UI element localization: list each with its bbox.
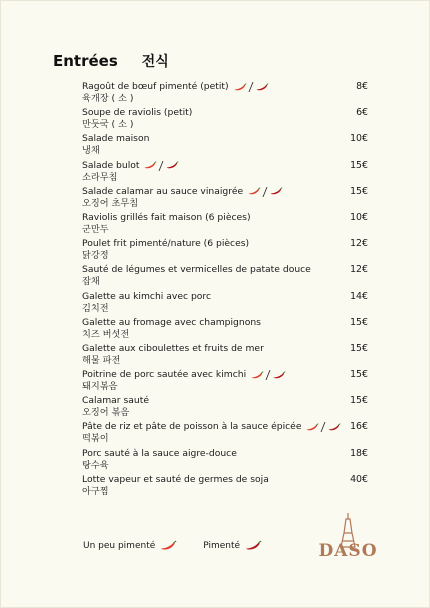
menu-item-korean: 만둣국 ( 소 ) <box>82 119 134 131</box>
menu-item-name-row <box>82 395 368 407</box>
menu-item <box>82 421 368 447</box>
menu-item-price: 15€ <box>350 316 368 328</box>
menu-item-korean: 치즈 버섯전 <box>82 328 130 340</box>
menu-item <box>82 369 368 395</box>
chili-pepper-dark-icon <box>244 540 262 552</box>
menu-item-korean: 군만두 <box>82 223 109 235</box>
menu-item-name: Galette au kimchi avec porc <box>82 290 212 302</box>
menu-item-korean: 오징어 볶음 <box>82 407 130 419</box>
chili-pepper-dark-icon <box>269 187 283 196</box>
menu-item <box>82 395 368 421</box>
menu-item-korean: 떡볶이 <box>82 433 109 445</box>
chili-pepper-light-icon <box>305 423 319 432</box>
menu-item-name-row <box>82 291 368 303</box>
menu-item-price: 40€ <box>350 473 368 485</box>
menu-item-price: 12€ <box>350 264 368 276</box>
menu-item-name: Calamar sauté <box>82 395 149 407</box>
menu-item-name: Galette au fromage avec champignons <box>82 316 261 328</box>
menu-item-korean: 김치전 <box>82 302 109 314</box>
menu-item-name-row <box>82 133 368 145</box>
menu-item-korean: 돼지볶음 <box>82 381 118 393</box>
menu-item-name-row <box>82 212 368 224</box>
menu-item-name-row <box>82 369 368 381</box>
menu-item-korean: 닭강정 <box>82 250 109 262</box>
menu-item-name-row <box>82 421 368 433</box>
menu-item-korean: 해물 파전 <box>82 354 121 366</box>
menu-item-name: Salade maison <box>82 133 150 145</box>
menu-item <box>82 448 368 474</box>
menu-item-name: Galette aux ciboulettes et fruits de mer <box>82 342 264 354</box>
menu-item <box>82 343 368 369</box>
menu-item-name-row <box>82 317 368 329</box>
menu-item-name: Sauté de légumes et vermicelles de patate douce <box>82 264 311 276</box>
section-header <box>53 51 169 71</box>
chili-pepper-light-icon <box>233 83 247 92</box>
menu-item <box>82 107 368 133</box>
menu-item-name-row <box>82 264 368 276</box>
section-title-fr: Entrées <box>53 52 118 70</box>
spice-indicator <box>247 187 283 197</box>
menu-item-price: 10€ <box>350 211 368 223</box>
section-title-ko: 전식 <box>141 54 169 70</box>
menu-item-korean: 탕수육 <box>82 459 109 471</box>
menu-item-korean: 잡채 <box>82 276 100 288</box>
menu-item-name: Porc sauté à la sauce aigre-douce <box>82 447 237 459</box>
chili-pepper-dark-icon <box>272 371 286 380</box>
menu-item-price: 15€ <box>350 159 368 171</box>
menu-item-price: 15€ <box>350 342 368 354</box>
menu-item-name: Pâte de riz et pâte de poisson à la sauce épicée <box>82 421 302 433</box>
slash-separator-icon <box>262 187 268 197</box>
menu-list <box>82 81 368 500</box>
legend-hot-label: Pimenté <box>203 541 241 551</box>
menu-item-name-row <box>82 343 368 355</box>
chili-pepper-light-icon <box>143 161 157 170</box>
menu-item-name: Lotte vapeur et sauté de germes de soja <box>82 473 269 485</box>
spice-indicator <box>305 422 341 432</box>
logo-text: DASO <box>318 541 378 561</box>
menu-item <box>82 238 368 264</box>
menu-item-name-row <box>82 160 368 172</box>
legend-hot <box>203 540 262 552</box>
menu-item-price: 15€ <box>350 395 368 407</box>
menu-item-korean: 냉채 <box>82 145 100 157</box>
menu-item-price: 16€ <box>350 421 368 433</box>
menu-item-price: 6€ <box>356 107 368 119</box>
menu-item-name: Soupe de raviolis (petit) <box>82 107 193 119</box>
menu-item-name-row <box>82 474 368 486</box>
legend-mild <box>83 540 177 552</box>
menu-item-korean: 아구찜 <box>82 485 109 497</box>
menu-item-name: Salade bulot <box>82 159 140 171</box>
legend-mild-label: Un peu pimenté <box>83 541 156 551</box>
menu-item-price: 10€ <box>350 133 368 145</box>
chili-pepper-dark-icon <box>255 83 269 92</box>
slash-separator-icon <box>320 422 326 432</box>
slash-separator-icon <box>248 82 254 92</box>
restaurant-logo <box>315 511 381 561</box>
menu-item-price: 8€ <box>356 81 368 92</box>
menu-item <box>82 81 368 107</box>
menu-item <box>82 291 368 317</box>
chili-pepper-light-icon <box>247 187 261 196</box>
chili-pepper-dark-icon <box>165 161 179 170</box>
chili-pepper-light-icon <box>250 371 264 380</box>
spice-indicator <box>233 82 269 92</box>
menu-item-price: 15€ <box>350 369 368 381</box>
chili-pepper-light-icon <box>159 540 177 552</box>
spice-indicator <box>250 370 286 380</box>
menu-item <box>82 317 368 343</box>
menu-item-name-row <box>82 107 368 119</box>
menu-item-price: 18€ <box>350 447 368 459</box>
menu-item-korean: 오징어 초무침 <box>82 197 139 209</box>
menu-item-name: Ragoût de bœuf pimenté (petit) <box>82 81 229 92</box>
chili-pepper-dark-icon <box>327 423 341 432</box>
menu-item-name: Raviolis grillés fait maison (6 pièces) <box>82 211 251 223</box>
menu-item-name: Poitrine de porc sautée avec kimchi <box>82 369 247 381</box>
menu-item-price: 14€ <box>350 290 368 302</box>
menu-item <box>82 160 368 186</box>
menu-item-name: Salade calamar au sauce vinaigrée <box>82 185 244 197</box>
menu-item <box>82 186 368 212</box>
menu-item-korean: 육개장 ( 소 ) <box>82 93 134 104</box>
menu-item-name-row <box>82 186 368 198</box>
menu-item <box>82 133 368 159</box>
menu-item-name-row <box>82 448 368 460</box>
menu-item-price: 12€ <box>350 238 368 250</box>
slash-separator-icon <box>265 370 271 380</box>
menu-item <box>82 212 368 238</box>
menu-item-korean: 소라무침 <box>82 171 118 183</box>
menu-item-name-row <box>82 238 368 250</box>
spice-legend <box>83 540 262 552</box>
menu-item <box>82 264 368 290</box>
menu-item-name-row <box>82 81 368 93</box>
menu-item-name: Poulet frit pimenté/nature (6 pièces) <box>82 238 250 250</box>
menu-item <box>82 474 368 500</box>
menu-item-price: 15€ <box>350 185 368 197</box>
spice-indicator <box>143 161 179 171</box>
slash-separator-icon <box>158 161 164 171</box>
